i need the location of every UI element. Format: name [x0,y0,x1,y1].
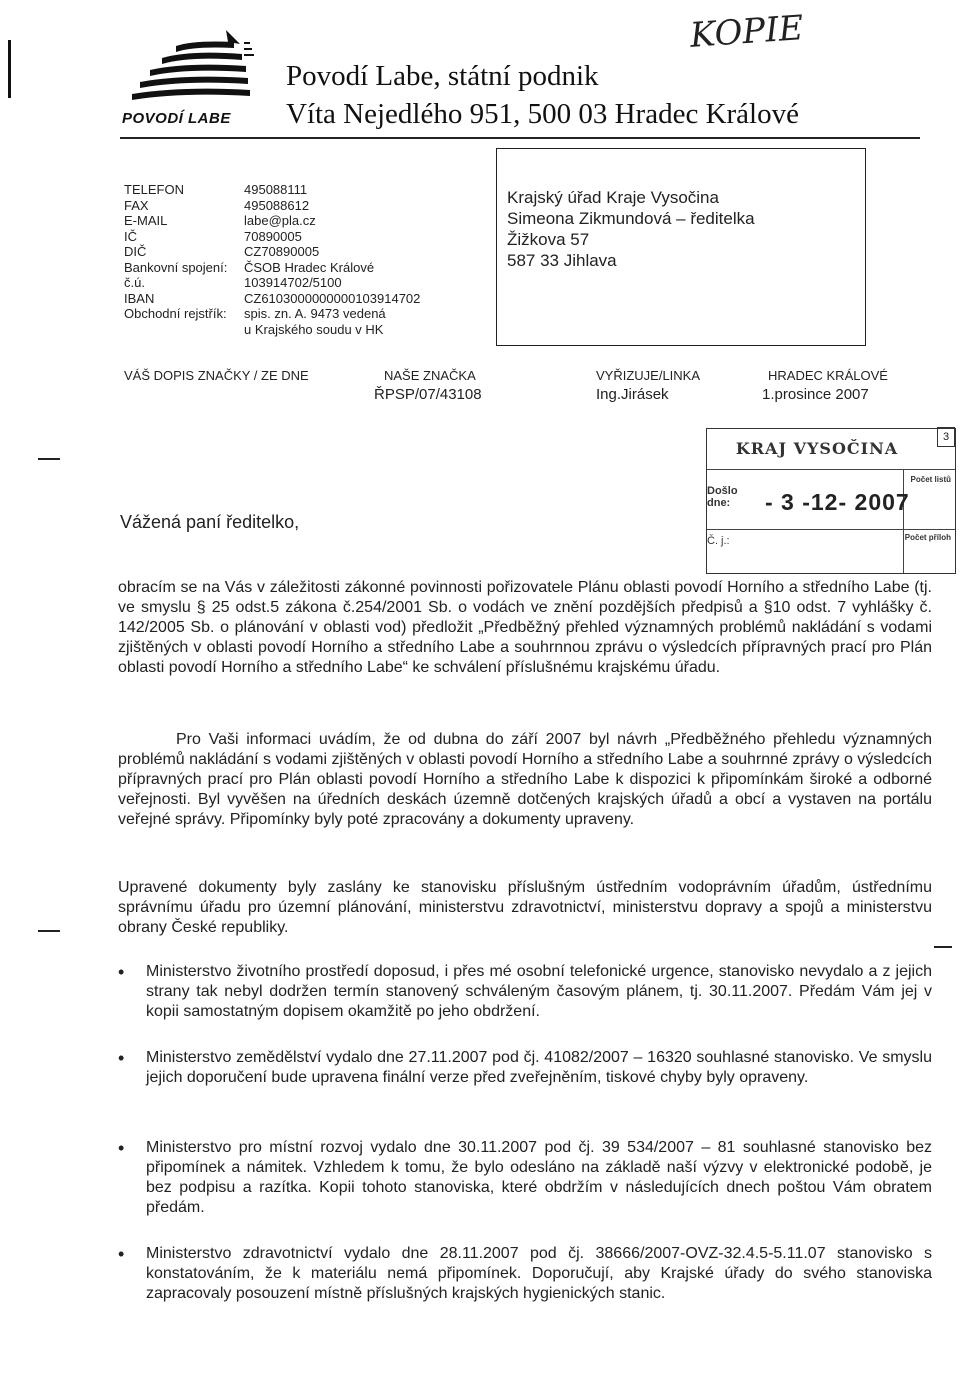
stamp-title: KRAJ VYSOČINA [735,439,899,458]
logo-text: POVODÍ LABE [122,110,231,127]
recipient-line: Krajský úřad Kraje Vysočina [507,188,719,207]
contact-value: 103914702/5100 [244,275,342,290]
our-ref-value: ŘPSP/07/43108 [374,386,482,403]
contact-value: u Krajského soudu v HK [244,321,384,337]
stamp-number: 3 [937,427,955,447]
bullet-icon: • [118,1244,125,1264]
contact-row [124,198,420,214]
stamp-received-label-1: Došlo [707,485,738,497]
contact-label: FAX [124,197,149,213]
company-logo [122,28,262,132]
list-item [118,1048,932,1088]
margin-tick [38,458,60,460]
handler-value: Ing.Jirásek [596,386,669,403]
recipient-address-box [496,148,866,346]
contact-label: Bankovní spojení: [124,259,228,275]
recipient-line: Simeona Zikmundová – ředitelka [507,209,755,228]
handler-label: VYŘIZUJE/LINKA [596,368,701,383]
list-item [118,1244,932,1304]
body-paragraph: obracím se na Vás v záležitosti zákonné povinnosti pořizovatele Plánu oblasti povodí Horního a středního Labe (tj. ve smyslu § 25 odst.5 zákona č.254/2001 Sb. o vodách ve znění pozdějších předpisů a §10 odst. 7 vyhlášky č. 142/2005 Sb. o plánování v oblasti vod) předložit „Předběžný přehled významných problémů nakládání s vodami zjištěných v oblasti povodí Horního a středního Labe a souhrnnou zprávu o výsledcích přípravných prací pro Plán oblasti povodí Horního a středního Labe“ ke schválení příslušnému krajskému úřadu. [118,579,932,676]
stamp-sheets-label: Počet listů [910,475,951,484]
contact-label [124,322,244,338]
wave-logo-icon [122,28,262,110]
stamp-attachments-label: Počet příloh [904,533,951,542]
list-item-text: Ministerstvo životního prostředí doposud, i přes mé osobní telefonické urgence, stanovisko nevydalo a z jejich strany tak nebyl dodržen termín stanovený schváleným časovým plánem, tj. 30.11.2007. Předám Vám jej v kopii samostatným dopisem okamžitě po jeho obdržení. [146,963,932,1020]
bullet-icon: • [118,1048,125,1068]
contact-label: Obchodní rejstřík: [124,306,227,321]
margin-mark [8,40,11,98]
contact-value: ČSOB Hradec Králové [244,259,375,275]
contact-label: TELEFON [124,182,184,197]
contact-label: E-MAIL [124,213,168,228]
contact-label: DIČ [124,244,147,259]
contact-row [124,291,420,307]
contact-value: labe@pla.cz [244,213,316,228]
header-divider [120,137,920,139]
stamp-received-date: - 3 -12- 2007 [765,489,910,515]
contact-value: spis. zn. A. 9473 vedená [244,306,386,321]
received-stamp [706,428,956,574]
stamp-ref-label: Č. j.: [707,535,730,547]
list-item-text: Ministerstvo zemědělství vydalo dne 27.11.2007 pod čj. 41082/2007 – 16320 souhlasné stanovisko. Ve smyslu jejich doporučení bude upravena finální verze před zveřejněním, tiskové chyby byly opraveny. [146,1049,932,1086]
recipient-line: 587 33 Jihlava [507,251,617,270]
body-paragraph: Pro Vaši informaci uvádím, že od dubna do září 2007 byl návrh „Předběžného přehledu významných problémů nakládání s vodami zjištěných v oblasti povodí Horního a středního Labe a souhrnné zprávy o výsledcích přípravných prací pro Plán oblasti povodí Horního a středního Labe k dispozici k připomínkám široké a odborné veřejnosti. Byl vyvěšen na úředních deskách územně dotčených krajských úřadů a obcí a vystaven na portálu veřejné správy. Připomínky byly poté zpracovány a dokumenty upraveny. [118,731,932,828]
stamp-received-label-2: dne: [707,497,731,509]
salutation: Vážená paní ředitelko, [120,512,300,532]
contact-row [124,244,420,260]
contact-block [124,182,420,337]
your-ref-label: VÁŠ DOPIS ZNAČKY / ZE DNE [124,368,309,383]
contact-row [124,275,420,291]
recipient-line: Žižkova 57 [507,230,590,249]
contact-value: CZ6103000000000103914702 [244,290,421,306]
bullet-icon: • [118,962,125,982]
contact-row [124,260,420,276]
list-item-text: Ministerstvo pro místní rozvoj vydalo dne 30.11.2007 pod čj. 39 534/2007 – 81 souhlasné stanovisko bez připomínek a námitek. Vzhledem k tomu, že bylo odesláno na základě naší výzvy v elektronické podobě, je bez podpisu a razítka. Kopii tohoto stanoviska, které obdržím v následujících dnech poštou Vám obratem předám. [146,1139,932,1216]
margin-tick [934,946,952,948]
contact-value: 70890005 [244,228,302,244]
organization-address: Víta Nejedlého 951, 500 03 Hradec Králové [286,98,799,130]
contact-row [124,182,420,198]
contact-row [124,213,420,229]
contact-row [124,306,420,322]
place-label: HRADEC KRÁLOVÉ [768,368,888,383]
contact-label: č.ú. [124,275,145,290]
our-ref-label: NAŠE ZNAČKA [384,368,476,383]
organization-name: Povodí Labe, státní podnik [286,60,599,92]
list-item-text: Ministerstvo zdravotnictví vydalo dne 28.11.2007 pod čj. 38666/2007-OVZ-32.4.5-5.11.07 stanovisko s konstatováním, že k materiálu nemá připomínek. Doporučují, aby Krajské úřady do svého stanoviska zapracovaly posouzení místně příslušných krajských hygienických stanic. [146,1245,932,1302]
list-item [118,962,932,1022]
contact-value: 495088111 [244,182,308,197]
contact-label: IBAN [124,290,155,306]
bullet-icon: • [118,1138,125,1158]
contact-value: CZ70890005 [244,244,320,259]
handwritten-kopie-note: KOPIE [688,8,805,56]
list-item [118,1138,932,1218]
letter-date: 1.prosince 2007 [762,386,869,403]
contact-label: IČ [124,228,137,244]
margin-tick [38,930,60,932]
stamp-received-label [707,485,738,509]
contact-row [124,229,420,245]
contact-value: 495088612 [244,197,310,213]
contact-row [124,322,420,338]
body-paragraph: Upravené dokumenty byly zaslány ke stanovisku příslušným ústředním vodoprávním úřadům, ústřednímu správnímu úřadu pro územní plánování, ministerstvu zdravotnictví, ministerstvu dopravy a spojů a ministerstvu obrany České republiky. [118,879,932,936]
